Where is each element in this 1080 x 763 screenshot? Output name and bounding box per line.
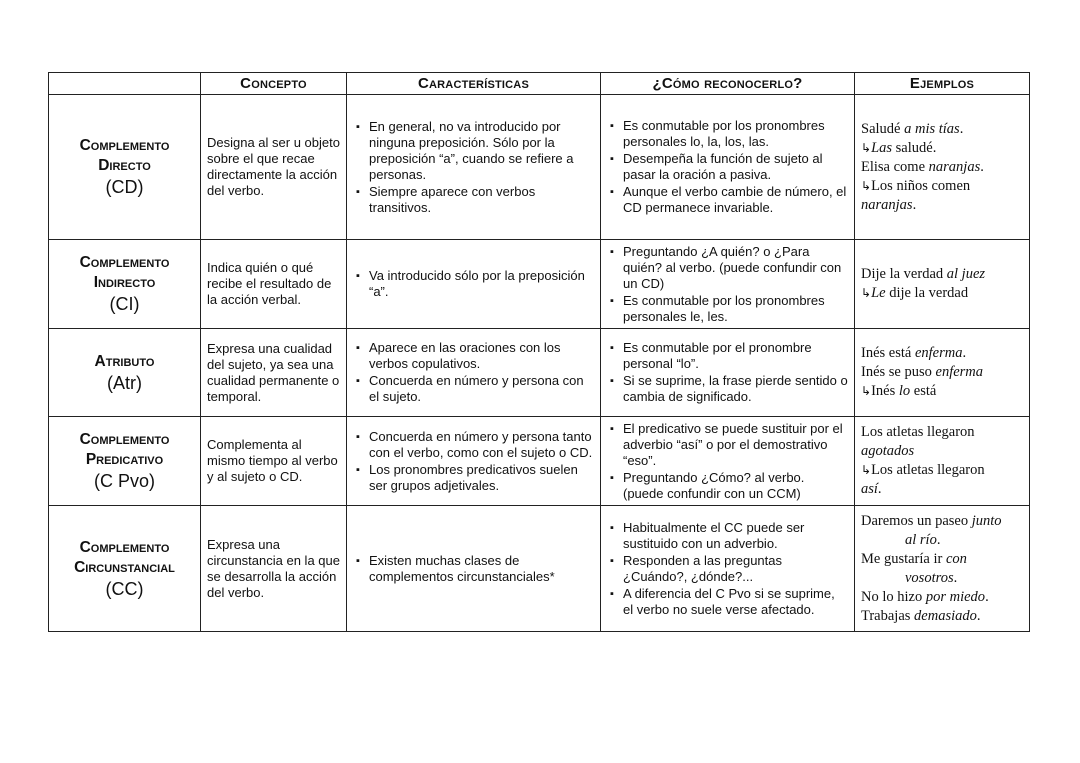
complement-name: Atributo	[94, 352, 155, 370]
example-line	[861, 265, 1023, 284]
example-line	[861, 461, 1023, 480]
recognize-list	[607, 520, 848, 618]
example-text: junto	[971, 512, 1002, 529]
example-line	[861, 480, 1023, 499]
example-text: enferma	[914, 345, 963, 361]
example-text: Trabajas	[861, 607, 915, 624]
example-text: .	[980, 158, 984, 175]
list-item: ▪ El predicativo se puede sustituir por el adverbio “así” o por el demostrativo “eso”.	[623, 421, 848, 469]
example-text: .	[959, 120, 964, 137]
example-text: Los atletas llegaron	[871, 462, 985, 478]
complement-abbreviation: (Atr)	[107, 372, 142, 393]
characteristics-list	[353, 429, 594, 494]
list-item: ▪ Responden a las preguntas ¿Cuándo?, ¿dónde?...	[623, 553, 848, 585]
example-text: .	[936, 531, 941, 548]
list-item: ▪ Siempre aparece con verbos transitivos.	[369, 184, 594, 216]
complement-name: Indirecto	[93, 274, 156, 291]
characteristics-list	[353, 340, 594, 405]
header-caracteristicas: Características	[347, 73, 601, 95]
return-arrow-icon: ↳	[861, 178, 872, 193]
example-text: No lo hizo	[861, 588, 926, 605]
characteristics-cell	[347, 417, 601, 506]
list-item: ▪ Concuerda en número y persona tanto con el verbo, como con el sujeto o CD.	[369, 429, 594, 461]
characteristics-cell	[347, 240, 601, 329]
complement-name-cell	[49, 329, 201, 417]
complement-name: Predicativo	[85, 451, 164, 468]
example-line	[861, 284, 1023, 303]
list-item: ▪ Si se suprime, la frase pierde sentido o cambia de significado.	[623, 373, 848, 405]
example-text: .	[962, 345, 967, 361]
complement-abbreviation: (CD)	[105, 177, 144, 197]
characteristics-cell	[347, 95, 601, 240]
characteristics-list	[353, 553, 594, 585]
list-item: ▪ Es conmutable por el pronombre personal “lo”.	[623, 340, 848, 372]
example-text: saludé.	[892, 139, 937, 156]
list-item: ▪ Concuerda en número y persona con el sujeto.	[369, 373, 594, 405]
example-line	[861, 139, 1023, 158]
example-text: está	[910, 383, 937, 399]
list-item: ▪ A diferencia del C Pvo si se suprime, el verbo no suele verse afectado.	[623, 586, 848, 618]
list-item: ▪ Preguntando ¿Cómo? al verbo. (puede confundir con un CCM)	[623, 470, 848, 502]
complement-abbreviation: (CI)	[109, 294, 140, 314]
complement-abbreviation: (CC)	[105, 578, 144, 599]
list-item: ▪ Es conmutable por los pronombres personales lo, la, los, las.	[623, 118, 848, 150]
example-text: vosotros	[905, 569, 954, 586]
list-item: ▪ Es conmutable por los pronombres personales le, les.	[623, 293, 848, 325]
recognize-list	[607, 244, 848, 325]
example-line	[861, 531, 1023, 550]
grammar-complements-table	[48, 72, 1030, 632]
example-text: Las	[871, 139, 893, 156]
complement-name-cell	[49, 417, 201, 506]
characteristics-cell	[347, 506, 601, 632]
example-text: Saludé	[861, 120, 905, 137]
table-row	[49, 240, 1030, 329]
concept-cell: Complementa al mismo tiempo al verbo y al sujeto o CD.	[201, 417, 347, 506]
list-item: ▪ Desempeña la función de sujeto al pasar la oración a pasiva.	[623, 151, 848, 183]
example-text: a mis tías	[904, 120, 960, 137]
header-ejemplos: Ejemplos	[855, 73, 1030, 95]
example-line	[861, 423, 1023, 442]
return-arrow-icon: ↳	[861, 286, 872, 300]
example-text: al juez	[946, 266, 986, 282]
return-arrow-icon: ↳	[861, 140, 872, 155]
complement-name: Circunstancial	[74, 558, 175, 576]
list-item: ▪ Existen muchas clases de complementos circunstanciales*	[369, 553, 594, 585]
table-row	[49, 95, 1030, 240]
example-text: Inés	[871, 383, 899, 399]
complement-name: Complemento	[79, 254, 170, 271]
concept-cell: Expresa una cualidad del sujeto, ya sea una cualidad permanente o temporal.	[201, 329, 347, 417]
example-text: Dije la verdad	[861, 266, 947, 282]
list-item: ▪ Preguntando ¿A quién? o ¿Para quién? al verbo. (puede confundir con un CD)	[623, 244, 848, 292]
list-item: ▪ Los pronombres predicativos suelen ser grupos adjetivales.	[369, 462, 594, 494]
list-item: ▪ Aunque el verbo cambie de número, el CD permanece invariable.	[623, 184, 848, 216]
list-item: ▪ En general, no va introducido por ninguna preposición. Sólo por la preposición “a”, cuando se refiere a personas.	[369, 119, 594, 183]
example-text: demasiado	[914, 607, 977, 624]
characteristics-list	[353, 268, 594, 300]
example-line	[861, 512, 1023, 531]
recognize-list	[607, 340, 848, 405]
table-row	[49, 506, 1030, 632]
recognize-cell	[601, 329, 855, 417]
concept-cell: Indica quién o qué recibe el resultado de la acción verbal.	[201, 240, 347, 329]
example-line	[861, 120, 1023, 139]
example-text: dije la verdad	[885, 285, 969, 301]
example-text: .	[976, 607, 981, 624]
example-text: al río	[905, 531, 937, 548]
examples-cell	[855, 506, 1030, 632]
example-line	[861, 363, 1023, 382]
example-text: enferma	[935, 364, 984, 380]
example-text: Elisa come	[861, 158, 929, 175]
example-line	[861, 550, 1023, 569]
complement-name: Complemento	[79, 431, 170, 448]
example-line	[861, 569, 1023, 588]
recognize-cell	[601, 506, 855, 632]
list-item: ▪ Habitualmente el CC puede ser sustituido con un adverbio.	[623, 520, 848, 552]
characteristics-cell	[347, 329, 601, 417]
example-text: Los niños comen	[871, 177, 971, 194]
example-text: .	[877, 481, 882, 497]
examples-cell	[855, 329, 1030, 417]
table-row	[49, 417, 1030, 506]
header-concepto: Concepto	[201, 73, 347, 95]
example-text: por miedo	[925, 588, 986, 605]
header-empty	[49, 73, 201, 95]
return-arrow-icon: ↳	[861, 463, 872, 477]
concept-cell: Expresa una circunstancia en la que se desarrolla la acción del verbo.	[201, 506, 347, 632]
example-text: Me gustaría ir	[861, 550, 946, 567]
complement-name-cell	[49, 506, 201, 632]
example-text: con	[945, 550, 967, 567]
example-text: naranjas	[861, 196, 913, 213]
example-line	[861, 442, 1023, 461]
example-text: .	[985, 588, 989, 605]
examples-cell	[855, 240, 1030, 329]
example-text: Inés se puso	[861, 364, 936, 380]
example-line	[861, 158, 1023, 177]
concept-cell: Designa al ser u objeto sobre el que recae directamente la acción del verbo.	[201, 95, 347, 240]
example-line	[861, 344, 1023, 363]
recognize-cell	[601, 95, 855, 240]
complement-name: Directo	[98, 157, 151, 174]
complement-name: Complemento	[79, 137, 170, 154]
example-line	[861, 588, 1023, 607]
example-text: lo	[898, 383, 911, 399]
characteristics-list	[353, 119, 594, 216]
example-text: Daremos un paseo	[861, 512, 972, 529]
return-arrow-icon: ↳	[861, 384, 872, 398]
example-line	[861, 382, 1023, 401]
header-como-reconocerlo: ¿Cómo reconocerlo?	[601, 73, 855, 95]
complement-name-cell	[49, 240, 201, 329]
example-text: naranjas	[928, 158, 981, 175]
example-text: .	[953, 569, 958, 586]
example-text: Inés está	[861, 345, 915, 361]
complement-name-cell	[49, 95, 201, 240]
example-text: Los atletas llegaron	[861, 424, 975, 440]
example-text: así	[861, 481, 878, 497]
list-item: ▪ Va introducido sólo por la preposición “a”.	[369, 268, 594, 300]
examples-cell	[855, 95, 1030, 240]
table-row	[49, 329, 1030, 417]
example-text: .	[912, 196, 917, 213]
example-text: agotados	[861, 443, 915, 459]
example-line	[861, 177, 1023, 215]
list-item: ▪ Aparece en las oraciones con los verbos copulativos.	[369, 340, 594, 372]
recognize-list	[607, 421, 848, 502]
example-text: Le	[871, 285, 886, 301]
recognize-cell	[601, 417, 855, 506]
example-line	[861, 607, 1023, 626]
complement-abbreviation: (C Pvo)	[93, 471, 155, 491]
header-row	[49, 73, 1030, 95]
complement-name: Complemento	[79, 538, 170, 556]
recognize-cell	[601, 240, 855, 329]
recognize-list	[607, 118, 848, 216]
examples-cell	[855, 417, 1030, 506]
